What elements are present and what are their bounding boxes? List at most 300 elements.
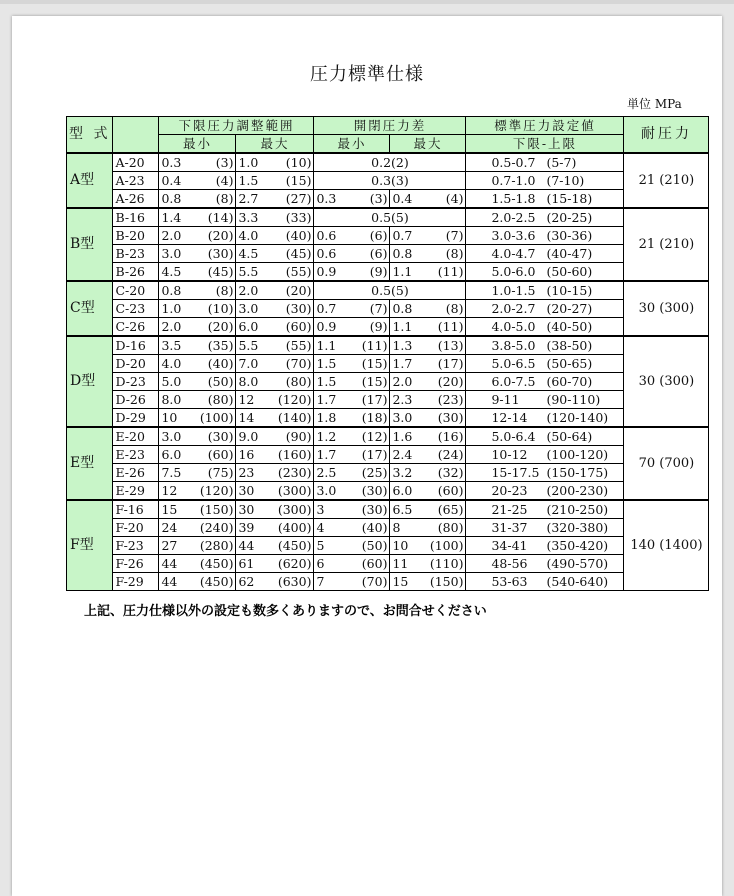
- diff-max-cell-value: 0.8: [392, 246, 413, 261]
- std-setting-cell: [466, 573, 624, 591]
- header-model: [113, 117, 159, 154]
- model-cell: E-23: [113, 446, 159, 464]
- std-setting-cell: [466, 464, 624, 482]
- diff-min-cell-value: 0.6: [316, 246, 337, 261]
- diff-max-cell: [390, 555, 466, 573]
- diff-min-cell: [314, 500, 390, 519]
- lower-min-cell: [159, 537, 236, 555]
- std-range-kgf: (40-47): [546, 246, 593, 261]
- lower-min-cell: [159, 573, 236, 591]
- lower-max-cell-value: 3.3: [238, 210, 259, 225]
- lower-min-cell-kgf: (50): [207, 374, 234, 389]
- diff-max-cell: [390, 537, 466, 555]
- diff-min-cell-kgf: (6): [369, 246, 388, 261]
- lower-max-cell-value: 23: [238, 465, 255, 480]
- group-name: F型: [67, 500, 113, 591]
- std-setting-cell: [466, 482, 624, 501]
- lower-min-cell: [159, 281, 236, 300]
- table-row: [67, 355, 709, 373]
- diff-min-cell-kgf: (25): [361, 465, 388, 480]
- lower-max-cell-kgf: (55): [285, 338, 312, 353]
- std-range-kgf: (150-175): [546, 465, 609, 480]
- lower-max-cell-kgf: (60): [285, 319, 312, 334]
- table-row: [67, 427, 709, 446]
- std-range-kgf: (5-7): [546, 155, 577, 170]
- lower-max-cell-value: 30: [238, 502, 255, 517]
- diff-min-cell-value: 1.5: [316, 374, 337, 389]
- diff-max-cell-kgf: (30): [437, 410, 464, 425]
- diff-max-cell-kgf: (8): [445, 301, 464, 316]
- lower-min-cell: [159, 409, 236, 428]
- lower-max-cell-kgf: (300): [277, 502, 312, 517]
- lower-max-cell-kgf: (140): [277, 410, 312, 425]
- model-cell: F-20: [113, 519, 159, 537]
- std-range: 5.0-6.0: [491, 264, 536, 279]
- lower-min-cell-value: 44: [161, 556, 178, 571]
- lower-max-cell: [236, 263, 314, 282]
- std-range: 2.0-2.7: [491, 301, 536, 316]
- lower-min-cell-kgf: (280): [199, 538, 234, 553]
- model-cell: F-16: [113, 500, 159, 519]
- header-lower-range: 下限圧力調整範囲: [159, 117, 314, 135]
- model-cell: D-16: [113, 336, 159, 355]
- std-setting-cell: [466, 300, 624, 318]
- diff-max-cell: [390, 482, 466, 501]
- diff-min-cell-kgf: (17): [361, 392, 388, 407]
- lower-max-cell-kgf: (20): [285, 283, 312, 298]
- lower-min-cell: [159, 500, 236, 519]
- lower-min-cell: [159, 208, 236, 227]
- lower-max-cell: [236, 373, 314, 391]
- lower-max-cell-kgf: (30): [285, 301, 312, 316]
- diff-min-cell-kgf: (12): [361, 429, 388, 444]
- diff-min-cell: [314, 573, 390, 591]
- group-name: E型: [67, 427, 113, 500]
- diff-max-cell-value: 8: [392, 520, 401, 535]
- diff-min-cell-value: 7: [316, 574, 325, 589]
- page-title: 圧力標準仕様: [310, 64, 424, 85]
- std-range-kgf: (7-10): [546, 173, 585, 188]
- table-row: [67, 318, 709, 337]
- lower-min-cell-kgf: (4): [215, 173, 234, 188]
- lower-min-cell-value: 5.0: [161, 374, 182, 389]
- group-name: D型: [67, 336, 113, 427]
- diff-max-cell-value: 1.3: [392, 338, 413, 353]
- lower-max-cell-kgf: (230): [277, 465, 312, 480]
- std-range: 20-23: [491, 483, 528, 498]
- lower-max-cell-value: 1.0: [238, 155, 259, 170]
- viewer-top-strip: [0, 0, 734, 4]
- diff-min-cell: [314, 391, 390, 409]
- lower-min-cell: [159, 318, 236, 337]
- std-range-kgf: (210-250): [546, 502, 609, 517]
- lower-min-cell-value: 4.0: [161, 356, 182, 371]
- lower-max-cell-value: 3.0: [238, 301, 259, 316]
- lower-min-cell-value: 15: [161, 502, 178, 517]
- std-range: 1.5-1.8: [491, 191, 536, 206]
- header-lower-upper: 下限-上限: [466, 135, 624, 154]
- lower-min-cell-value: 1.4: [161, 210, 182, 225]
- lower-min-cell: [159, 300, 236, 318]
- proof-pressure-cell: 30 (300): [624, 281, 709, 336]
- header-lower-min: 最小: [159, 135, 236, 154]
- proof-pressure-cell: 21 (210): [624, 208, 709, 281]
- diff-max-cell-value: 1.1: [392, 319, 413, 334]
- lower-min-cell-value: 44: [161, 574, 178, 589]
- lower-max-cell-kgf: (160): [277, 447, 312, 462]
- std-range: 21-25: [491, 502, 528, 517]
- diff-max-cell-value: 10: [392, 538, 409, 553]
- lower-min-cell: [159, 464, 236, 482]
- table-row: [67, 500, 709, 519]
- lower-max-cell-value: 30: [238, 483, 255, 498]
- std-range: 5.0-6.4: [491, 429, 536, 444]
- diff-max-cell-kgf: (150): [429, 574, 464, 589]
- diff-max-cell: [390, 519, 466, 537]
- model-cell: E-26: [113, 464, 159, 482]
- group-name: B型: [67, 208, 113, 281]
- lower-max-cell: [236, 227, 314, 245]
- lower-max-cell-value: 14: [238, 410, 255, 425]
- std-setting-cell: [466, 153, 624, 172]
- lower-max-cell: [236, 355, 314, 373]
- lower-min-cell-kgf: (10): [207, 301, 234, 316]
- lower-min-cell-value: 2.0: [161, 319, 182, 334]
- std-range-kgf: (40-50): [546, 319, 593, 334]
- diff-min-cell-value: 6: [316, 556, 325, 571]
- diff-max-cell: [390, 190, 466, 209]
- diff-max-cell-value: 15: [392, 574, 409, 589]
- diff-max-cell-value: 0.4: [392, 191, 413, 206]
- model-cell: C-26: [113, 318, 159, 337]
- lower-max-cell: [236, 245, 314, 263]
- diff-min-cell-value: 1.2: [316, 429, 337, 444]
- diff-min-cell-kgf: (6): [369, 228, 388, 243]
- lower-min-cell-kgf: (40): [207, 356, 234, 371]
- diff-max-cell-kgf: (65): [437, 502, 464, 517]
- table-row: [67, 172, 709, 190]
- unit-label: 単位 MPa: [627, 97, 682, 111]
- lower-min-cell-value: 10: [161, 410, 178, 425]
- table-row: [67, 446, 709, 464]
- lower-max-cell-value: 2.7: [238, 191, 259, 206]
- std-setting-cell: [466, 446, 624, 464]
- lower-min-cell-value: 2.0: [161, 228, 182, 243]
- lower-max-cell-kgf: (630): [277, 574, 312, 589]
- diff-min-cell-value: 0.6: [316, 228, 337, 243]
- std-range: 34-41: [491, 538, 528, 553]
- diff-max-cell: [390, 318, 466, 337]
- model-cell: D-29: [113, 409, 159, 428]
- lower-min-cell-value: 4.5: [161, 264, 182, 279]
- diff-max-cell: [390, 446, 466, 464]
- lower-min-cell-value: 24: [161, 520, 178, 535]
- diff-max-cell-kgf: (80): [437, 520, 464, 535]
- diff-max-cell-kgf: (17): [437, 356, 464, 371]
- lower-min-cell-kgf: (8): [215, 191, 234, 206]
- table-row: [67, 190, 709, 209]
- diff-min-cell: [314, 537, 390, 555]
- std-range: 12-14: [491, 410, 528, 425]
- diff-min-cell: [314, 373, 390, 391]
- std-setting-cell: [466, 172, 624, 190]
- std-range-kgf: (200-230): [546, 483, 609, 498]
- table-row: [67, 281, 709, 300]
- lower-max-cell-kgf: (27): [285, 191, 312, 206]
- lower-min-cell-value: 7.5: [161, 465, 182, 480]
- table-row: [67, 537, 709, 555]
- model-cell: F-26: [113, 555, 159, 573]
- std-range-kgf: (350-420): [546, 538, 609, 553]
- diff-max-cell-kgf: (16): [437, 429, 464, 444]
- lower-max-cell-value: 39: [238, 520, 255, 535]
- std-setting-cell: [466, 500, 624, 519]
- lower-max-cell-value: 9.0: [238, 429, 259, 444]
- lower-max-cell-value: 12: [238, 392, 255, 407]
- diff-max-cell: [390, 464, 466, 482]
- diff-min-cell-kgf: (7): [369, 301, 388, 316]
- std-setting-cell: [466, 336, 624, 355]
- lower-max-cell-kgf: (300): [277, 483, 312, 498]
- diff-max-cell: [390, 427, 466, 446]
- std-range: 48-56: [491, 556, 528, 571]
- header-std-setting: 標準圧力設定値: [466, 117, 624, 135]
- lower-min-cell-kgf: (14): [207, 210, 234, 225]
- std-setting-cell: [466, 208, 624, 227]
- lower-max-cell-value: 1.5: [238, 173, 259, 188]
- diff-max-cell: [390, 336, 466, 355]
- diff-max-cell-kgf: (23): [437, 392, 464, 407]
- diff-max-cell: [390, 300, 466, 318]
- std-setting-cell: [466, 190, 624, 209]
- diff-min-cell: [314, 263, 390, 282]
- diff-min-cell-kgf: (15): [361, 374, 388, 389]
- lower-min-cell-value: 0.8: [161, 283, 182, 298]
- std-range-kgf: (20-27): [546, 301, 593, 316]
- diff-min-cell: [314, 190, 390, 209]
- diff-merged-cell: 0.2(2): [314, 153, 466, 172]
- std-range-kgf: (50-64): [546, 429, 593, 444]
- diff-max-cell-kgf: (60): [437, 483, 464, 498]
- lower-max-cell-kgf: (40): [285, 228, 312, 243]
- diff-min-cell-kgf: (9): [369, 264, 388, 279]
- std-range-kgf: (20-25): [546, 210, 593, 225]
- table-row: [67, 336, 709, 355]
- proof-pressure-cell: 70 (700): [624, 427, 709, 500]
- lower-max-cell-value: 2.0: [238, 283, 259, 298]
- lower-min-cell-value: 8.0: [161, 392, 182, 407]
- lower-min-cell: [159, 245, 236, 263]
- diff-min-cell: [314, 300, 390, 318]
- lower-min-cell: [159, 482, 236, 501]
- diff-min-cell: [314, 245, 390, 263]
- diff-max-cell-kgf: (13): [437, 338, 464, 353]
- std-range: 5.0-6.5: [491, 356, 536, 371]
- std-setting-cell: [466, 281, 624, 300]
- std-range-kgf: (320-380): [546, 520, 609, 535]
- diff-min-cell-value: 1.7: [316, 392, 337, 407]
- lower-max-cell-value: 4.5: [238, 246, 259, 261]
- model-cell: E-29: [113, 482, 159, 501]
- diff-min-cell-value: 0.9: [316, 264, 337, 279]
- std-setting-cell: [466, 427, 624, 446]
- std-setting-cell: [466, 391, 624, 409]
- diff-min-cell-value: 1.8: [316, 410, 337, 425]
- lower-min-cell: [159, 391, 236, 409]
- diff-max-cell-value: 3.2: [392, 465, 413, 480]
- lower-max-cell-value: 5.5: [238, 264, 259, 279]
- lower-min-cell-kgf: (35): [207, 338, 234, 353]
- lower-min-cell-kgf: (450): [199, 574, 234, 589]
- lower-min-cell: [159, 263, 236, 282]
- std-setting-cell: [466, 245, 624, 263]
- diff-min-cell: [314, 336, 390, 355]
- table-row: [67, 227, 709, 245]
- lower-min-cell-kgf: (8): [215, 283, 234, 298]
- lower-min-cell-value: 3.0: [161, 429, 182, 444]
- model-cell: B-23: [113, 245, 159, 263]
- lower-max-cell: [236, 208, 314, 227]
- lower-max-cell-kgf: (620): [277, 556, 312, 571]
- lower-min-cell-kgf: (450): [199, 556, 234, 571]
- std-range: 2.0-2.5: [491, 210, 536, 225]
- lower-max-cell-value: 16: [238, 447, 255, 462]
- lower-max-cell: [236, 190, 314, 209]
- diff-max-cell: [390, 409, 466, 428]
- group-name: A型: [67, 153, 113, 208]
- diff-min-cell-value: 5: [316, 538, 325, 553]
- std-setting-cell: [466, 537, 624, 555]
- std-range-kgf: (540-640): [546, 574, 609, 589]
- group-name: C型: [67, 281, 113, 336]
- diff-min-cell-value: 1.5: [316, 356, 337, 371]
- lower-min-cell-value: 27: [161, 538, 178, 553]
- diff-max-cell-kgf: (100): [429, 538, 464, 553]
- diff-max-cell: [390, 227, 466, 245]
- diff-min-cell-kgf: (30): [361, 502, 388, 517]
- std-setting-cell: [466, 318, 624, 337]
- lower-max-cell-kgf: (450): [277, 538, 312, 553]
- diff-max-cell-value: 1.1: [392, 264, 413, 279]
- std-range: 9-11: [491, 392, 520, 407]
- lower-max-cell: [236, 519, 314, 537]
- diff-merged-cell: 0.5(5): [314, 281, 466, 300]
- std-range-kgf: (15-18): [546, 191, 593, 206]
- diff-max-cell-value: 3.0: [392, 410, 413, 425]
- model-cell: A-26: [113, 190, 159, 209]
- lower-min-cell: [159, 427, 236, 446]
- model-cell: F-23: [113, 537, 159, 555]
- std-range-kgf: (50-65): [546, 356, 593, 371]
- lower-min-cell: [159, 373, 236, 391]
- diff-min-cell-kgf: (18): [361, 410, 388, 425]
- diff-max-cell-kgf: (4): [445, 191, 464, 206]
- diff-min-cell-value: 0.9: [316, 319, 337, 334]
- lower-max-cell-kgf: (45): [285, 246, 312, 261]
- lower-min-cell-value: 0.3: [161, 155, 182, 170]
- table-row: [67, 464, 709, 482]
- std-range: 53-63: [491, 574, 528, 589]
- table-row: [67, 373, 709, 391]
- model-cell: B-20: [113, 227, 159, 245]
- diff-min-cell-value: 4: [316, 520, 325, 535]
- std-range: 6.0-7.5: [491, 374, 536, 389]
- diff-min-cell-value: 3: [316, 502, 325, 517]
- lower-min-cell-value: 0.8: [161, 191, 182, 206]
- diff-max-cell-kgf: (110): [429, 556, 464, 571]
- diff-max-cell: [390, 355, 466, 373]
- lower-min-cell-kgf: (240): [199, 520, 234, 535]
- lower-min-cell-value: 3.0: [161, 246, 182, 261]
- std-range-kgf: (90-110): [546, 392, 601, 407]
- lower-min-cell: [159, 190, 236, 209]
- lower-max-cell-kgf: (80): [285, 374, 312, 389]
- table-row: [67, 208, 709, 227]
- diff-min-cell: [314, 355, 390, 373]
- lower-max-cell: [236, 336, 314, 355]
- std-range: 0.7-1.0: [491, 173, 536, 188]
- lower-max-cell: [236, 391, 314, 409]
- std-range-kgf: (60-70): [546, 374, 593, 389]
- header-diff-min: 最小: [314, 135, 390, 154]
- model-cell: B-26: [113, 263, 159, 282]
- diff-min-cell-kgf: (11): [361, 338, 388, 353]
- lower-min-cell-kgf: (3): [215, 155, 234, 170]
- diff-min-cell-value: 0.7: [316, 301, 337, 316]
- diff-min-cell-value: 1.1: [316, 338, 337, 353]
- std-range: 3.0-3.6: [491, 228, 536, 243]
- lower-max-cell-kgf: (70): [285, 356, 312, 371]
- std-setting-cell: [466, 373, 624, 391]
- diff-max-cell-value: 6.5: [392, 502, 413, 517]
- diff-max-cell: [390, 573, 466, 591]
- lower-max-cell: [236, 318, 314, 337]
- lower-min-cell: [159, 336, 236, 355]
- diff-max-cell-value: 1.7: [392, 356, 413, 371]
- diff-min-cell-kgf: (50): [361, 538, 388, 553]
- model-cell: A-23: [113, 172, 159, 190]
- header-diff: 開閉圧力差: [314, 117, 466, 135]
- diff-max-cell: [390, 373, 466, 391]
- diff-min-cell: [314, 482, 390, 501]
- diff-min-cell-kgf: (60): [361, 556, 388, 571]
- std-range-kgf: (120-140): [546, 410, 609, 425]
- diff-min-cell-kgf: (30): [361, 483, 388, 498]
- diff-merged-cell: 0.5(5): [314, 208, 466, 227]
- model-cell: B-16: [113, 208, 159, 227]
- lower-max-cell-value: 7.0: [238, 356, 259, 371]
- std-setting-cell: [466, 263, 624, 282]
- diff-max-cell-kgf: (11): [437, 264, 464, 279]
- lower-max-cell: [236, 500, 314, 519]
- lower-max-cell: [236, 427, 314, 446]
- std-setting-cell: [466, 355, 624, 373]
- model-cell: D-23: [113, 373, 159, 391]
- lower-min-cell-kgf: (20): [207, 319, 234, 334]
- std-range-kgf: (50-60): [546, 264, 593, 279]
- lower-max-cell-value: 5.5: [238, 338, 259, 353]
- lower-min-cell-kgf: (75): [207, 465, 234, 480]
- diff-max-cell-value: 0.7: [392, 228, 413, 243]
- diff-min-cell: [314, 409, 390, 428]
- diff-min-cell-kgf: (9): [369, 319, 388, 334]
- std-range: 0.5-0.7: [491, 155, 536, 170]
- table-row: [67, 153, 709, 172]
- diff-max-cell-value: 1.6: [392, 429, 413, 444]
- diff-min-cell-kgf: (70): [361, 574, 388, 589]
- lower-max-cell: [236, 573, 314, 591]
- table-row: [67, 391, 709, 409]
